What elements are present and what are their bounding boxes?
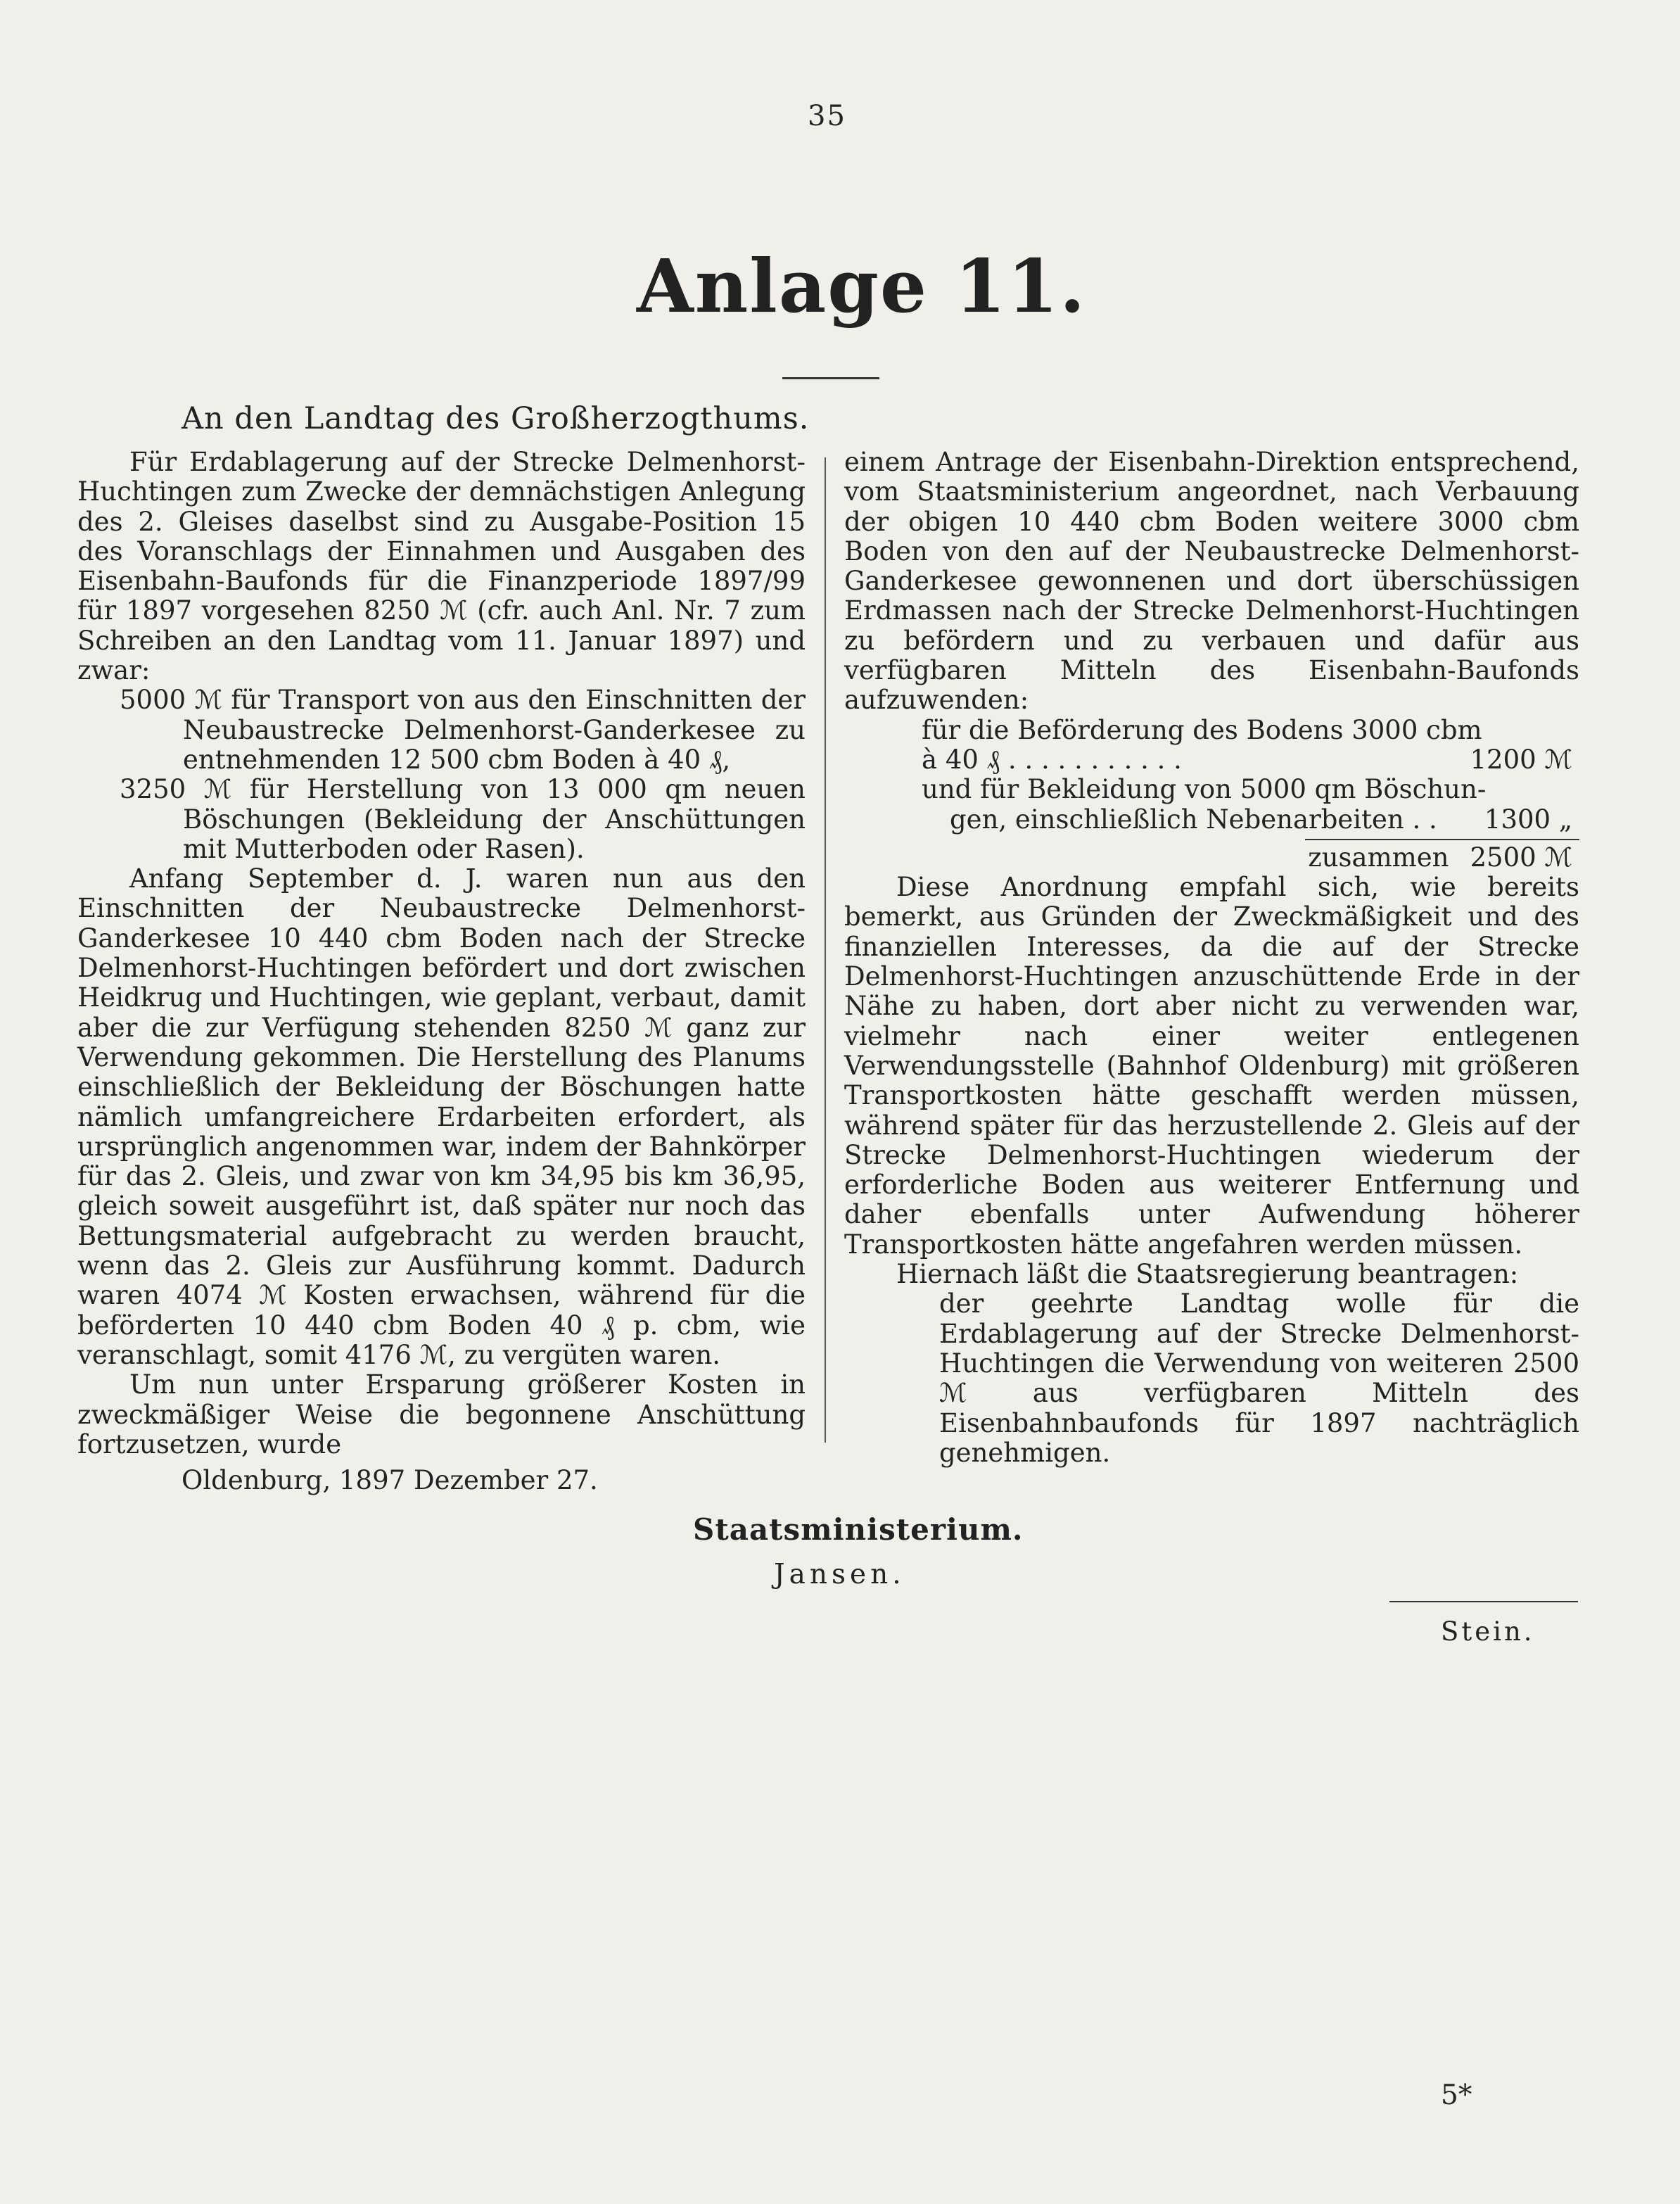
cost-item-slopes — [844, 775, 1579, 835]
paragraph-continuation: Um nun unter Ersparung größerer Kosten in zweckmäßiger Weise die begonnene Anschüttung fortzusetzen, wurde — [77, 1369, 806, 1459]
cost-total-label: zusammen — [1308, 842, 1449, 873]
sheet-mark: 5* — [1441, 2079, 1472, 2111]
budget-item-slopes: 3250 ℳ für Herstellung von 13 000 qm neuen Böschungen (Bekleidung der Anschüttungen mit Mutterboden oder Rasen). — [120, 774, 806, 864]
signature-stein: Stein. — [1441, 1616, 1535, 1647]
budget-item-transport: 5000 ℳ für Transport von aus den Einschnitten der Neubaustrecke Delmenhorst-Ganderkesee zu entnehmenden 12 500 cbm Boden à 40 ₰, — [120, 685, 806, 775]
left-column — [77, 448, 806, 1459]
cost-item-transport — [844, 716, 1579, 775]
cost-item-transport-amount: 1200 ℳ — [1470, 744, 1572, 775]
cost-item-slopes-desc-cont: gen, einschließlich Nebenarbeiten . . — [950, 804, 1437, 835]
paragraph-progress: Anfang September d. J. waren nun aus den Einschnitten der Neubaustrecke Delmenhorst-Ganderkesee 10 440 cbm Boden nach der Strecke Delmenhorst-Huchtingen befördert und dort zwischen Heidkrug und Huchtingen, wie geplant, verbaut, damit aber die zur Verfügung stehenden 8250 ℳ ganz zur Verwendung gekommen. Die Herstellung des Planums einschließlich der Bekleidung der Böschungen hatte nämlich umfangreichere Erdarbeiten erfordert, als ursprünglich angenommen war, indem der Bahnkörper für das 2. Gleis, und zwar von km 34,95 bis km 36,95, gleich soweit ausgeführt ist, daß später nur noch das Bettungsmaterial aufgebracht zu werden braucht, wenn das 2. Gleis zur Ausführung kommt. Dadurch waren 4074 ℳ Kosten erwachsen, während für die beförderten 10 440 cbm Boden 40 ₰ p. cbm, wie veranschlagt, somit 4176 ℳ, zu vergüten waren. — [77, 863, 806, 1370]
paragraph-request: der geehrte Landtag wolle für die Erdablagerung auf der Strecke Delmenhorst-Huchtingen die Verwendung von weiteren 2500 ℳ aus verfügbaren Mitteln des Eisenbahnbaufonds für 1897 nachträglich genehmigen. — [939, 1288, 1579, 1468]
addressee-heading: An den Landtag des Großherzogthums. — [182, 401, 810, 436]
cost-total — [844, 843, 1579, 873]
title-divider — [782, 377, 879, 379]
signature-jansen: Jansen. — [774, 1559, 905, 1590]
page-number: 35 — [808, 100, 846, 132]
paragraph-order: einem Antrage der Eisenbahn-Direktion entsprechend, vom Staatsministerium angeordnet, nach Verbauung der obigen 10 440 cbm Boden weitere 3000 cbm Boden von den auf der Neubaustrecke Delmenhorst-Ganderkesee gewonnenen und dort überschüssigen Erdmassen nach der Strecke Delmenhorst-Huchtingen zu befördern und zu verbauen und dafür aus verfügbaren Mitteln des Eisenbahn-Baufonds aufzuwenden: — [844, 447, 1579, 716]
column-divider — [825, 457, 826, 1443]
cost-total-amount: 2500 ℳ — [1470, 842, 1572, 873]
cost-item-transport-rate: à 40 ₰ . . . . . . . . . . . — [922, 744, 1182, 775]
right-column — [844, 448, 1579, 1468]
paragraph-justification: Diese Anordnung empfahl sich, wie bereits bemerkt, aus Gründen der Zweckmäßigkeit und des finanziellen Interesses, da die auf der Strecke Delmenhorst-Huchtingen anzuschüttende Erde in der Nähe zu haben, dort aber nicht zu verwenden war, vielmehr nach einer weiter entlegenen Verwendungsstelle (Bahnhof Oldenburg) mit größeren Transportkosten hätte geschafft werden müssen, während später für das herzustellende 2. Gleis auf der Strecke Delmenhorst-Huchtingen wiederum der erforderliche Boden aus weiterer Entfernung und daher ebenfalls unter Aufwendung höherer Transportkosten hätte angefahren werden müssen. — [844, 872, 1579, 1260]
cost-item-transport-desc: für die Beförderung des Bodens 3000 cbm — [922, 714, 1482, 745]
cost-item-slopes-desc: und für Bekleidung von 5000 qm Böschun- — [922, 774, 1487, 805]
cost-item-slopes-amount: 1300 „ — [1484, 804, 1572, 835]
signature-line — [1389, 1601, 1578, 1602]
ministry-name: Staatsministerium. — [693, 1512, 1024, 1547]
paragraph-budget: Für Erdablagerung auf der Strecke Delmenhorst-Huchtingen zum Zwecke der demnächstigen Anlegung des 2. Gleises daselbst sind zu Ausgabe-Position 15 des Voranschlags der Einnahmen und Ausgaben des Eisenbahn-Baufonds für die Finanzperiode 1897/99 für 1897 vorgesehen 8250 ℳ (cfr. auch Anl. Nr. 7 zum Schreiben an den Landtag vom 11. Januar 1897) und zwar: — [77, 447, 806, 686]
paragraph-request-intro: Hiernach läßt die Staatsregierung beantragen: — [896, 1259, 1519, 1290]
page-title: Anlage 11. — [637, 243, 1087, 329]
place-date: Oldenburg, 1897 Dezember 27. — [182, 1465, 598, 1495]
sum-divider — [1305, 839, 1579, 840]
